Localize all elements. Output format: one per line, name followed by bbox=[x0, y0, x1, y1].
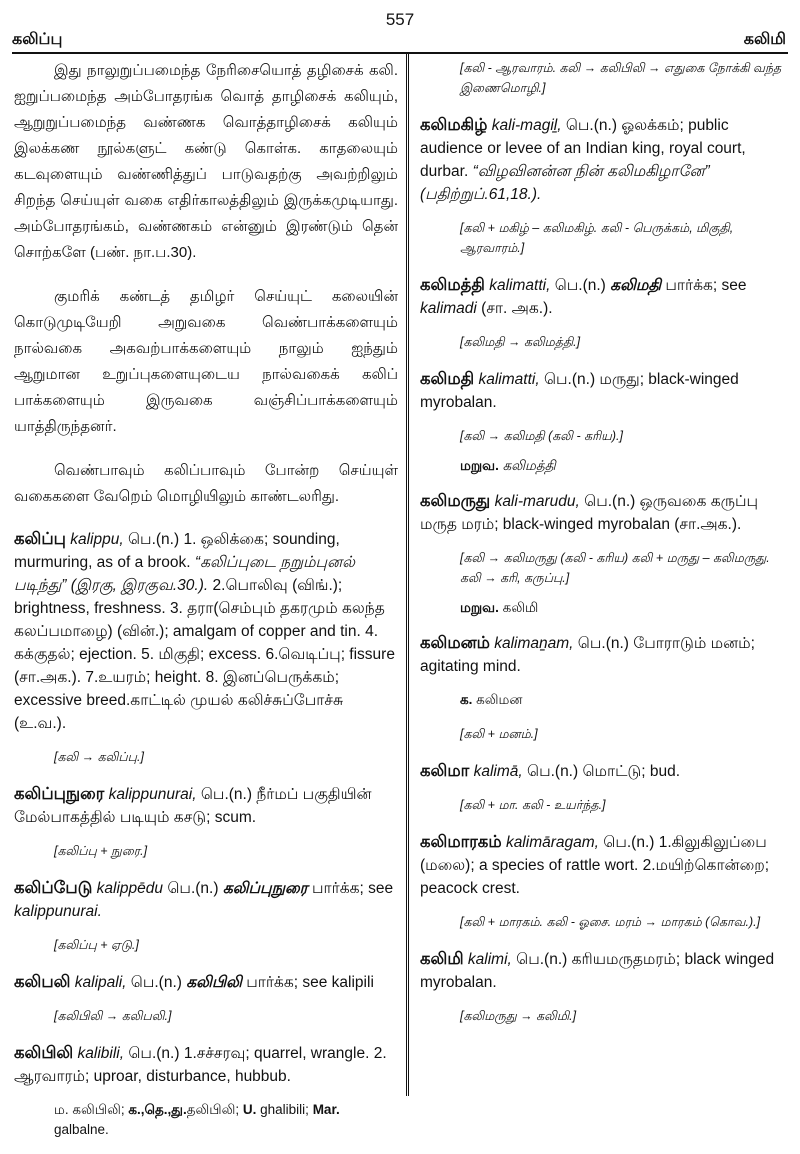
etymology: [கலிமருது → கலிமி.] bbox=[460, 1009, 577, 1023]
headword: கலிமத்தி bbox=[420, 276, 485, 294]
definition-continued: 2.பொலிவு (விங்.); brightness, freshness. 3. தரா(செம்பும் தகரமும் கலந்த கலப்பமாழை) (வின்.); amalgam of copper and tin. 4. கக்குதல்; ejection. 5. மிகுதி; excess. 6.வெடிப்பு; fissure (சா.அக.). 7.உயரம்; height. 8. இனப்பெருக்கம்; excessive breed.காட்டில் முயல் கலிச்சுப்போச்சு (உ.வ.). bbox=[14, 577, 395, 732]
entry-kalimarudu bbox=[420, 490, 788, 536]
entry-kalimi bbox=[420, 948, 788, 994]
entry-kalimagil bbox=[420, 114, 788, 206]
entry-kalibili bbox=[14, 1042, 398, 1088]
entry-kalima bbox=[420, 760, 788, 783]
cognate-u-form: ghalibili; bbox=[260, 1102, 309, 1117]
headword: கலிப்பேடு bbox=[14, 879, 93, 897]
page-number: 557 bbox=[385, 10, 415, 29]
definition: 1. ஒலிக்கை; sounding, murmuring, as of a brook. bbox=[14, 531, 340, 571]
cognate-mar-form: galbalne. bbox=[54, 1122, 109, 1137]
synonym-note bbox=[420, 456, 788, 476]
entry-kalimaragam bbox=[420, 831, 788, 900]
transliteration: kalipali, bbox=[74, 974, 127, 991]
see-target: kalimadi bbox=[420, 300, 477, 317]
definition: பெ.(n.) கரியமருதமரம்; black winged myrobalan. bbox=[420, 951, 775, 991]
part-of-speech: பெ.(n.) bbox=[127, 531, 180, 548]
transliteration: kali-marudu, bbox=[494, 493, 580, 510]
headword: கலிபலி bbox=[14, 973, 71, 991]
cross-reference: கலிபிலி bbox=[186, 974, 242, 991]
right-column bbox=[420, 58, 788, 1042]
headword: கலிமதி bbox=[420, 370, 475, 388]
entry-kalipali bbox=[14, 971, 398, 994]
right-guideword: கலிமி bbox=[743, 31, 786, 48]
part-of-speech: பெ.(n.) bbox=[167, 880, 219, 897]
source: (சா. அக.). bbox=[481, 300, 553, 317]
transliteration: kalimi, bbox=[467, 951, 512, 968]
headword: கலிமா bbox=[420, 762, 470, 780]
note-value: கலிமி bbox=[502, 600, 539, 615]
etymology: [கலிபிலி → கலிபலி.] bbox=[54, 1009, 172, 1023]
etymology: [கலி + மனம்.] bbox=[460, 727, 538, 741]
left-guideword: கலிப்பு bbox=[12, 31, 63, 48]
headword: கலிமனம் bbox=[420, 634, 490, 652]
etymology: [கலி ‑ ஆரவாரம். கலி → கலிபிலி → எதுகை நோக்கி வந்த இணைமொழி.] bbox=[460, 61, 782, 95]
cognate-note bbox=[420, 690, 788, 710]
synonym-note bbox=[420, 598, 788, 618]
see-target: kalippunurai. bbox=[14, 903, 102, 920]
see-text: பார்க்க; see bbox=[665, 277, 747, 294]
note-value: கலிமன bbox=[476, 692, 523, 707]
cognate-mar-label: Mar. bbox=[312, 1102, 340, 1117]
prose-paragraph-3: வெண்பாவும் கலிப்பாவும் போன்ற செய்யுள் வகைகளை வேறெம் மொழியிலும் காண்டலரிது. bbox=[14, 462, 398, 505]
definition: பெ.(n.) நீர்மப் பகுதியின் மேல்பாகத்தில் படியும் கசடு; scum. bbox=[14, 786, 372, 826]
entry-kalippu bbox=[14, 528, 398, 735]
see-text: பார்க்க; see kalipili bbox=[246, 974, 374, 991]
entry-kalimatti bbox=[420, 274, 788, 320]
transliteration: kalippu, bbox=[70, 531, 124, 548]
entry-kalimadi bbox=[420, 368, 788, 414]
definition: பெ.(n.) போராடும் மனம்; agitating mind. bbox=[420, 635, 755, 675]
part-of-speech: பெ.(n.) bbox=[130, 974, 182, 991]
quotation: “கலிப்புடை நறும்புனல் படிந்து” (இரகு, இரகுவ.30.). bbox=[14, 554, 355, 594]
transliteration: kalimāragam, bbox=[505, 834, 599, 851]
definition: பெ.(n.) ஒருவகை கருப்பு மருத மரம்; black-winged myrobalan (சா.அக.). bbox=[420, 493, 759, 533]
etymology: [கலிப்பு + ஏடு.] bbox=[54, 938, 139, 952]
header-rule bbox=[12, 52, 788, 54]
headword: கலிப்பு bbox=[14, 530, 66, 548]
quotation: “விழவினன்ன நின் கலிமகிழானே” (பதிற்றுப்.61,18.). bbox=[420, 163, 710, 203]
etymology: [கலி + மா. கலி ‑ உயர்ந்த.] bbox=[460, 798, 606, 812]
transliteration: kali-magiḻ, bbox=[491, 117, 562, 134]
transliteration: kalimaṉam, bbox=[494, 635, 574, 652]
definition: பெ.(n.) மொட்டு; bud. bbox=[527, 763, 681, 780]
transliteration: kalimā, bbox=[473, 763, 523, 780]
headword: கலிமருது bbox=[420, 492, 491, 510]
transliteration: kalibili, bbox=[77, 1045, 125, 1062]
part-of-speech: பெ.(n.) bbox=[554, 277, 606, 294]
headword: கலிப்புநுரை bbox=[14, 785, 105, 803]
headword: கலிபிலி bbox=[14, 1044, 74, 1062]
definition: பெ.(n.) 1.கிலுகிலுப்பை (மலை); a species of rattle wort. 2.மயிற்கொன்றை; peacock crest. bbox=[420, 834, 770, 897]
headword: கலிமகிழ் bbox=[420, 116, 488, 134]
prose-paragraph-1: இது நாலுறுப்பமைந்த நேரிசையொத் தழிசைக் கலி. ஐறுப்பமைந்த அம்போதரங்க வொத் தாழிசைக் கலியும், ஆறுறுப்பமைந்த வண்ணக வொத்தாழிசைக் கலியும் இலக்கண நூல்களுட் கண்டு கொள்க. காதலையும் கடவுளையும் வண்ணித்துப் பாடுவதற்கு அவற்றிலும் சிறந்த செய்யுள் வகை எதிர்காலத்திலும் இருக்கமுடியாது. அம்போதரங்கம், வண்ணகம் என்னும் இரண்டும் தென் சொற்களே (பண். நா.ப.30). bbox=[14, 62, 398, 261]
column-divider bbox=[406, 54, 409, 1096]
etymology: [கலி → கலிப்பு.] bbox=[54, 750, 144, 764]
cognate-langs: க.,தெ.,து. bbox=[128, 1102, 187, 1117]
headword: கலிமி bbox=[420, 950, 464, 968]
prose-paragraph-2: குமரிக் கண்டத் தமிழர் செய்யுட் கலையின் கொடுமுடியேறி அறுவகை வெண்பாக்களையும் நால்வகை அகவற்பாக்களையும் நாலும் ஐந்தும் ஆறுமான உறுப்புகளையுடைய நால்வகைக் கலிப் பாக்களையும் இருவகை வஞ்சிப்பாக்களையும் யாத்திருந்தனர். bbox=[14, 288, 398, 435]
etymology: [கலி → கலிமதி (கலி ‑ கரிய).] bbox=[460, 429, 623, 443]
etymology: [கலிப்பு + நுரை.] bbox=[54, 844, 148, 858]
cognates bbox=[14, 1100, 398, 1140]
cross-reference: கலிப்புநுரை bbox=[222, 880, 308, 897]
left-column bbox=[14, 58, 398, 1154]
etymology: [கலி + மாரகம். கலி ‑ ஓசை. மரம் → மாரகம் (கொவ.).] bbox=[460, 915, 761, 929]
note-label: மறுவ. bbox=[460, 458, 499, 473]
note-label: மறுவ. bbox=[460, 600, 499, 615]
entry-kalippunurai bbox=[14, 783, 398, 829]
definition: பெ.(n.) மருது; black-winged myrobalan. bbox=[420, 371, 739, 411]
etymology: [கலி + மகிழ் – கலிமகிழ். கலி ‑ பெருக்கம், மிகுதி, ஆரவாரம்.] bbox=[460, 221, 734, 255]
note-value: கலிமத்தி bbox=[502, 458, 556, 473]
definition: பெ.(n.) 1.சச்சரவு; quarrel, wrangle. 2. ஆரவாரம்; uproar, disturbance, hubbub. bbox=[14, 1045, 387, 1085]
entry-kalimanam bbox=[420, 632, 788, 678]
transliteration: kalippunurai, bbox=[108, 786, 197, 803]
cognate-u-label: U. bbox=[242, 1102, 257, 1117]
see-text: பார்க்க; see bbox=[311, 880, 394, 897]
entry-kalippedu bbox=[14, 877, 398, 923]
headword: கலிமாரகம் bbox=[420, 833, 502, 851]
transliteration: kalimatti, bbox=[489, 277, 551, 294]
transliteration: kalimatti, bbox=[478, 371, 540, 388]
cross-reference: கலிமதி bbox=[610, 277, 662, 294]
note-label: க. bbox=[460, 692, 473, 707]
cognate-ma: ம. கலிபிலி; bbox=[54, 1102, 125, 1117]
transliteration: kalippēdu bbox=[96, 880, 164, 897]
etymology: [கலிமதி → கலிமத்தி.] bbox=[460, 335, 581, 349]
definition: பெ.(n.) ஓலக்கம்; public audience or levee of an Indian king, royal court, durbar. bbox=[420, 117, 746, 180]
cognate-form: தலிபிலி; bbox=[186, 1102, 240, 1117]
etymology: [கலி → கலிமருது (கலி ‑ கரிய) கலி + மருது – கலிமருது. கலி → கரி, கருப்பு.] bbox=[460, 551, 770, 585]
